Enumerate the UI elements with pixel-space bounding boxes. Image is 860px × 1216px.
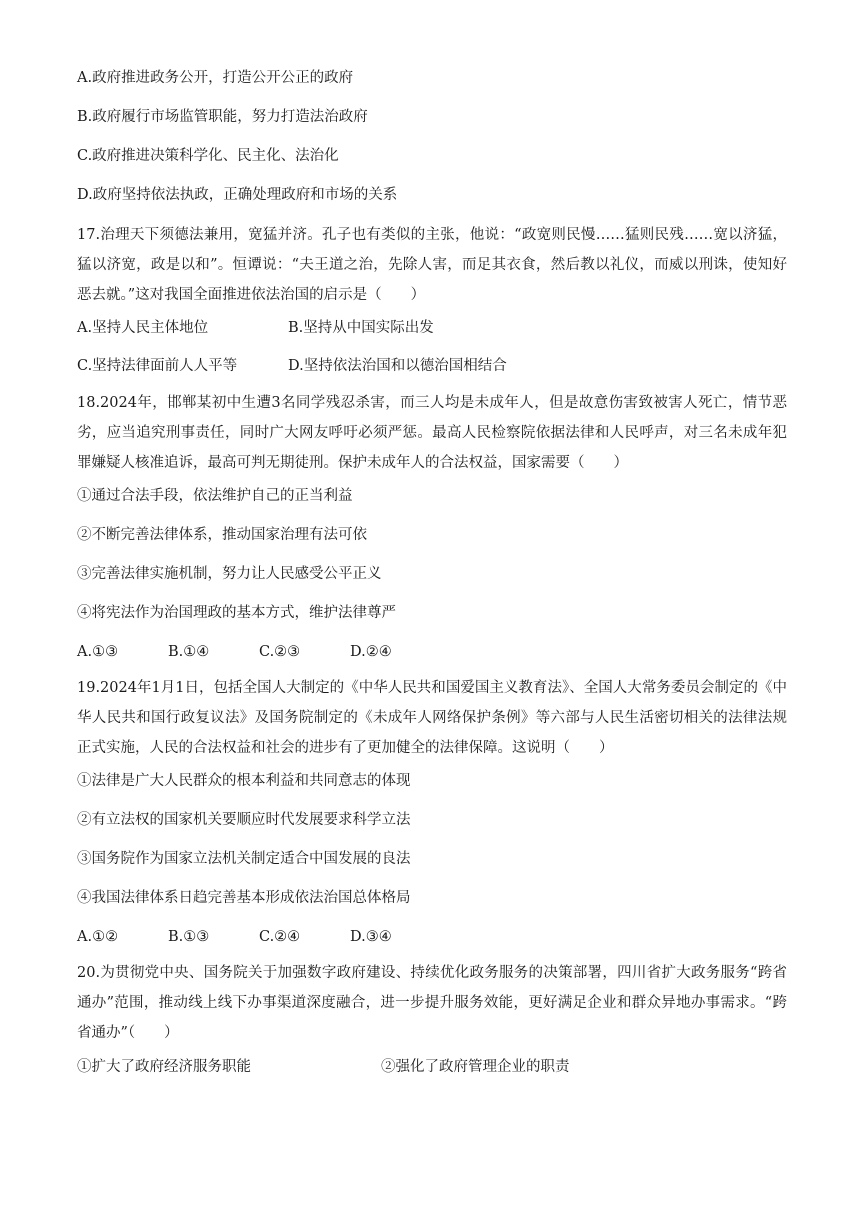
- q18-stem: 18.2024年，邯郸某初中生遭3名同学残忍杀害，而三人均是未成年人，但是故意伤害致被害人死亡，情节恶劣，应当追究刑事责任，同时广大网友呼吁必须严惩。最高人民检察院依据法律和人民呼声，对三名未成年犯罪嫌疑人核准追诉，最高可判无期徒刑。保护未成年人的合法权益，国家需要（ ）: [77, 395, 787, 471]
- q19-stem: 19.2024年1月1日，包括全国人大制定的《中华人民共和国爱国主义教育法》、全国人大常务委员会制定的《中华人民共和国行政复议法》及国务院制定的《未成年人网络保护条例》等六部与人民生活密切相关的法律法规正式实施，人民的合法权益和社会的进步有了更加健全的法律保障。这说明（ ）: [77, 680, 787, 756]
- q18-statement-3: ③完善法律实施机制，努力让人民感受公平正义: [77, 566, 382, 582]
- q18-option-a: A.①③: [77, 644, 119, 660]
- q19-statement-4: ④我国法律体系日趋完善基本形成依法治国总体格局: [77, 890, 411, 906]
- q19-option-b: B.①③: [168, 929, 210, 945]
- q16-option-d: D.政府坚持依法执政，正确处理政府和市场的关系: [77, 187, 398, 203]
- q17-stem: 17.治理天下须德法兼用，宽猛并济。孔子也有类似的主张，他说：“政宽则民慢……猛则民残……宽以济猛，猛以济宽，政是以和”。恒谭说：“夫王道之治，先除人害，而足其衣食，然后教以礼仪，而威以刑诛，使知好恶去就。”这对我国全面推进依法治国的启示是（ ）: [77, 227, 787, 303]
- q16-option-c: C.政府推进决策科学化、民主化、法治化: [77, 148, 339, 164]
- q16-option-b: B.政府履行市场监管职能，努力打造法治政府: [77, 109, 368, 125]
- q20-statement-1: ①扩大了政府经济服务职能: [77, 1059, 251, 1075]
- q18-option-c: C.②③: [259, 644, 301, 660]
- q20-stem: 20.为贯彻党中央、国务院关于加强数字政府建设、持续优化政务服务的决策部署，四川省扩大政务服务“跨省通办”范围，推动线上线下办事渠道深度融合，进一步提升服务效能，更好满足企业和群众异地办事需求。“跨省通办”（ ）: [77, 965, 787, 1041]
- q18-option-d: D.②④: [350, 644, 392, 660]
- q18-statement-4: ④将宪法作为治国理政的基本方式，维护法律尊严: [77, 605, 396, 621]
- q19-statement-3: ③国务院作为国家立法机关制定适合中国发展的良法: [77, 851, 411, 867]
- q19-option-d: D.③④: [350, 929, 392, 945]
- q17-option-d: D.坚持依法治国和以德治国相结合: [288, 358, 507, 374]
- q17-option-a: A.坚持人民主体地位: [77, 320, 209, 336]
- q16-option-a: A.政府推进政务公开，打造公开公正的政府: [77, 70, 354, 86]
- q17-option-b: B.坚持从中国实际出发: [288, 320, 434, 336]
- q19-option-c: C.②④: [259, 929, 301, 945]
- q18-statement-1: ①通过合法手段，依法维护自己的正当利益: [77, 488, 353, 504]
- q17-option-c: C.坚持法律面前人人平等: [77, 358, 238, 374]
- q19-statement-2: ②有立法权的国家机关要顺应时代发展要求科学立法: [77, 812, 411, 828]
- q20-statement-2: ②强化了政府管理企业的职责: [381, 1059, 570, 1075]
- q19-statement-1: ①法律是广大人民群众的根本利益和共同意志的体现: [77, 773, 411, 789]
- q19-option-a: A.①②: [77, 929, 119, 945]
- q18-option-b: B.①④: [168, 644, 210, 660]
- q18-statement-2: ②不断完善法律体系，推动国家治理有法可依: [77, 527, 367, 543]
